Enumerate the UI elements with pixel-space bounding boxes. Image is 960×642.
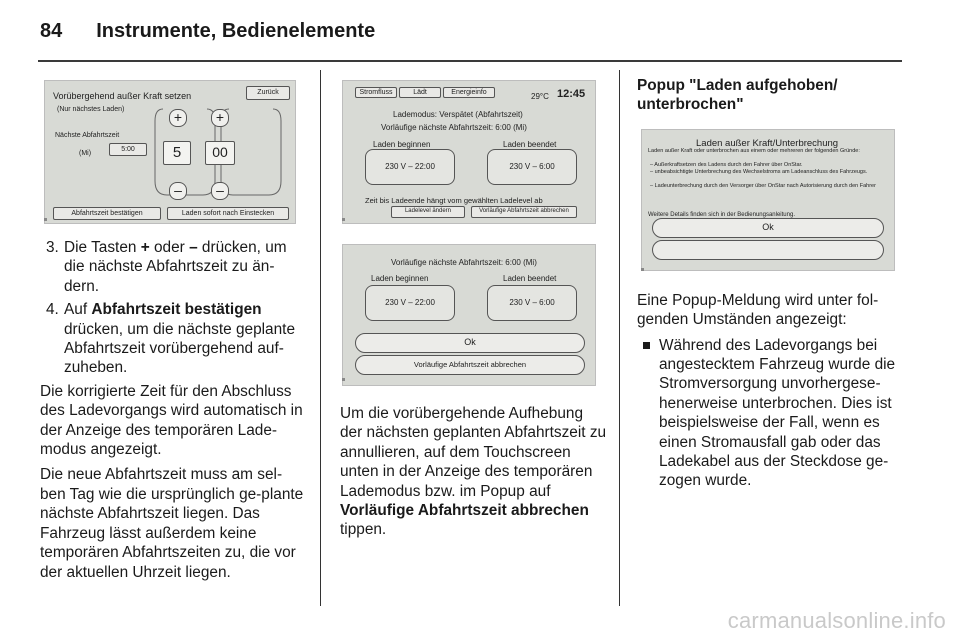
image-marker (44, 218, 47, 221)
popup-reason-1: – Außerkraftsetzen des Ladens durch den Fahrer über OnStar. (650, 161, 803, 168)
time-value-field: 5:00 (109, 143, 147, 156)
step-text: Die Tasten (64, 239, 141, 256)
charging-mode-screen-image (342, 80, 596, 224)
step-4 (40, 300, 306, 378)
minute-plus-button[interactable]: + (211, 109, 229, 127)
ok-button[interactable]: Ok (652, 218, 884, 238)
confirm-departure-button[interactable]: Abfahrtszeit bestätigen (53, 207, 161, 220)
ok-button[interactable]: Ok (355, 333, 585, 353)
override-screen-image (44, 80, 296, 224)
paragraph: Eine Popup-Meldung wird unter fol-genden Umständen angezeigt: (637, 291, 879, 329)
minute-minus-button[interactable]: – (211, 182, 229, 200)
steps-list (40, 238, 306, 378)
column-1 (40, 70, 306, 588)
clock-readout: 12:45 (557, 88, 586, 100)
charge-end-value: 230 V – 6:00 (487, 285, 577, 321)
page-title: Instrumente, Bedienelemente (96, 20, 376, 42)
section-heading: Popup "Laden aufgehoben/ unterbrochen" (637, 77, 838, 114)
day-label: (Mi) (79, 150, 92, 157)
image-marker (641, 268, 644, 271)
tab-stromfluss[interactable]: Stromfluss (355, 87, 397, 98)
popup-title: Laden außer Kraft/Unterbrechung (696, 137, 839, 149)
popup-details: Weitere Details finden sich in der Bedienungsanleitung. (648, 211, 795, 218)
paragraph-text: tippen. (340, 521, 387, 539)
override-title: Vorübergehend außer Kraft setzen (53, 91, 192, 101)
next-departure-label: Nächste Abfahrtszeit (55, 132, 120, 139)
charge-end-value: 230 V – 6:00 (487, 149, 577, 185)
charging-interrupted-popup-image (641, 129, 895, 271)
temperature-readout: 29°C (531, 92, 549, 101)
bullet-item: Während des Ladevorgangs bei angestecktem Fahrzeug wurde die Stromversorgung unvorhergese-henerweise unterbrochen. Dies ist beispielsweise der Fall, wenn es einen Stromausfall gab oder das Ladekabel aus der Steckdose ge-zogen wurde. (637, 336, 905, 491)
paragraph (340, 404, 608, 540)
watermark: carmanualsonline.info (727, 608, 946, 633)
page-number: 84 (40, 20, 63, 42)
charge-start-label: Laden beginnen (371, 274, 429, 283)
minus-key: – (189, 239, 198, 256)
temporary-departure-popup-image (342, 244, 596, 386)
column-3 (637, 70, 905, 491)
popup-intro: Laden außer Kraft oder unterbrochen aus einem oder mehreren der folgenden Gründe: (648, 147, 860, 154)
image-marker (342, 378, 345, 381)
plus-key: + (140, 239, 150, 256)
back-button[interactable]: Zurück (246, 86, 290, 100)
step-number: 4. (46, 301, 59, 319)
column-2 (340, 70, 608, 546)
step-text: oder (149, 239, 190, 256)
charge-start-value: 230 V – 22:00 (365, 285, 455, 321)
tab-laedt[interactable]: Lädt (399, 87, 441, 98)
charge-now-button[interactable]: Laden sofort nach Einstecken (167, 207, 289, 220)
charge-end-label: Laden beendet (503, 274, 557, 283)
cancel-temporary-departure-button[interactable]: Vorläufige Abfahrtszeit abbrechen (355, 355, 585, 375)
charge-info-text: Zeit bis Ladeende hängt vom gewählten Ladelevel ab (365, 196, 543, 205)
step-3 (40, 238, 306, 296)
paragraph: Die korrigierte Zeit für den Abschluss des Ladevorgangs wird automatisch in der Anzeige des temporären Lade-modus angezeigt. (40, 382, 303, 459)
column-divider-1 (320, 70, 321, 606)
hour-minus-button[interactable]: – (169, 182, 187, 200)
popup-reason-2: – unbeabsichtigte Unterbrechung des Wechselstroms am Ladeanschluss des Fahrzeugs. (650, 168, 868, 175)
paragraph: Die neue Abfahrtszeit muss am sel-ben Tag wie die ursprünglich ge-plante nächste Abfahrtszeit liegen. Das Fahrzeug lässt außerdem keine temporären Abfahrtszeiten zu, die vor der aktuellen Uhrzeit liegen. (40, 466, 304, 581)
cancel-temporary-departure-button[interactable]: Vorläufige Abfahrtszeit abbrechen (471, 206, 577, 218)
step-text: drücken, um die nächste Abfahrtszeit zu än-dern. (64, 239, 287, 295)
empty-button[interactable] (652, 240, 884, 260)
step-bold-term: Abfahrtszeit bestätigen (91, 301, 262, 319)
hour-value: 5 (163, 141, 191, 165)
tab-energieinfo[interactable]: Energieinfo (443, 87, 495, 98)
page-header (40, 20, 375, 50)
override-subtitle: (Nur nächstes Laden) (57, 106, 125, 113)
paragraph-bold-term: Vorläufige Abfahrtszeit abbrechen (340, 502, 589, 520)
header-rule (38, 60, 902, 62)
popup-reason-3: – Ladeunterbrechung durch den Versorger über OnStar nach Autorisierung durch den Fahrer (650, 182, 876, 189)
step-text: drücken, um die nächste geplante Abfahrtszeit vorübergehend auf-zuheben. (64, 320, 296, 377)
step-text: Auf (64, 301, 92, 319)
step-number: 3. (46, 239, 59, 256)
bullet-list (637, 336, 905, 491)
temporary-departure-label: Vorläufige nächste Abfahrtszeit: 6:00 (Mi) (391, 258, 537, 267)
charging-mode-label: Lademodus: Verspätet (Abfahrtszeit) (393, 110, 523, 119)
paragraph-text: Um die vorübergehende Aufhebung der nächsten geplanten Abfahrtszeit zu annullieren, auf dem Touchscreen unten in der Anzeige des temporären Lademodus bzw. im Popup auf (340, 405, 607, 500)
minute-value: 00 (205, 141, 235, 165)
change-charge-level-button[interactable]: Ladelevel ändern (391, 206, 465, 218)
charge-end-label: Laden beendet (503, 140, 557, 149)
temporary-departure-label: Vorläufige nächste Abfahrtszeit: 6:00 (Mi) (381, 123, 527, 132)
charge-start-value: 230 V – 22:00 (365, 149, 455, 185)
image-marker (342, 218, 345, 221)
hour-plus-button[interactable]: + (169, 109, 187, 127)
column-divider-2 (619, 70, 620, 606)
charge-start-label: Laden beginnen (373, 140, 431, 149)
